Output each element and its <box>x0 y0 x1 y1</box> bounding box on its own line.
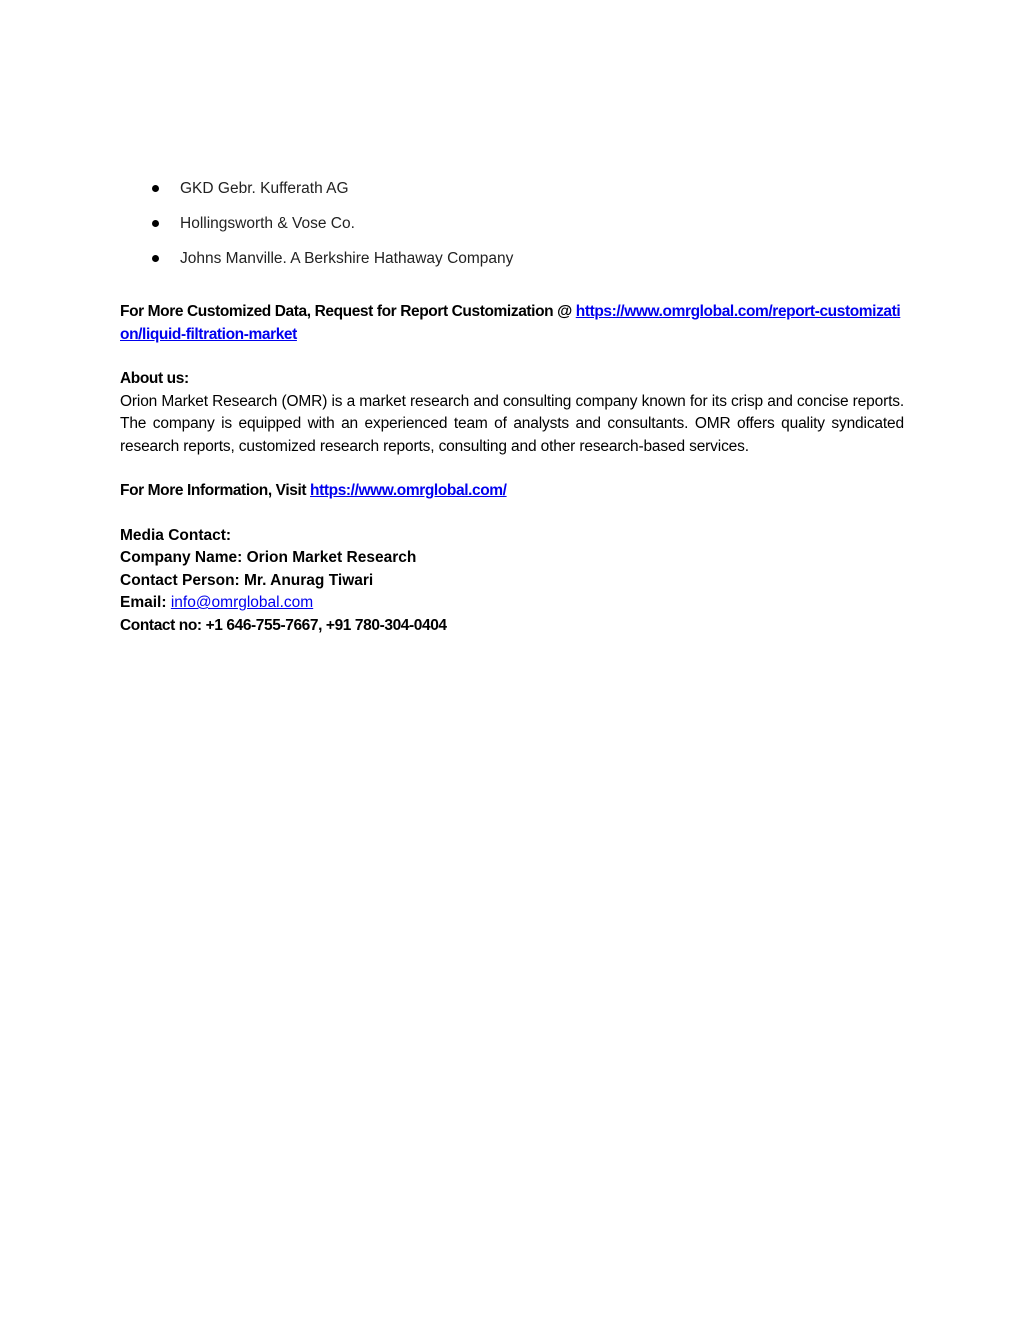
bullet-icon <box>152 185 159 192</box>
about-body: Orion Market Research (OMR) is a market research and consulting company known for its crisp and concise reports. The company is equipped with an experienced team of analysts and consultants. OMR offers quality syndicated research reports, customized research reports, consulting and other research-based services. <box>120 392 904 455</box>
list-item <box>120 211 904 246</box>
info-paragraph <box>120 480 904 503</box>
media-heading: Media Contact: <box>120 526 232 544</box>
about-section <box>120 368 904 458</box>
media-contact-section <box>120 525 904 638</box>
list-item <box>120 246 904 281</box>
company-name-line: Company Name: Orion Market Research <box>120 549 417 566</box>
customization-link[interactable]: https://www.omrglobal.com/report-customization/liquid-filtration-market <box>120 303 901 343</box>
company-name: Johns Manville. A Berkshire Hathaway Company <box>180 250 514 267</box>
info-label: For More Information, Visit <box>120 482 311 499</box>
company-name: GKD Gebr. Kufferath AG <box>180 180 349 197</box>
email-link[interactable]: info@omrglobal.com <box>170 594 314 611</box>
contact-person-line: Contact Person: Mr. Anurag Tiwari <box>120 571 374 589</box>
email-label: Email: <box>120 594 171 611</box>
bullet-icon <box>152 255 159 262</box>
email-line <box>120 592 904 615</box>
about-heading: About us: <box>120 370 189 387</box>
customization-label: For More Customized Data, Request for Report Customization @ <box>120 303 576 320</box>
list-item <box>120 176 904 211</box>
info-link[interactable]: https://www.omrglobal.com/ <box>310 482 507 499</box>
document-page <box>120 176 904 659</box>
company-name: Hollingsworth & Vose Co. <box>180 215 355 232</box>
phone-line: Contact no: +1 646-755-7667, +91 780-304-0404 <box>120 616 447 634</box>
company-list <box>120 176 904 281</box>
bullet-icon <box>152 220 159 227</box>
customization-paragraph <box>120 301 904 346</box>
